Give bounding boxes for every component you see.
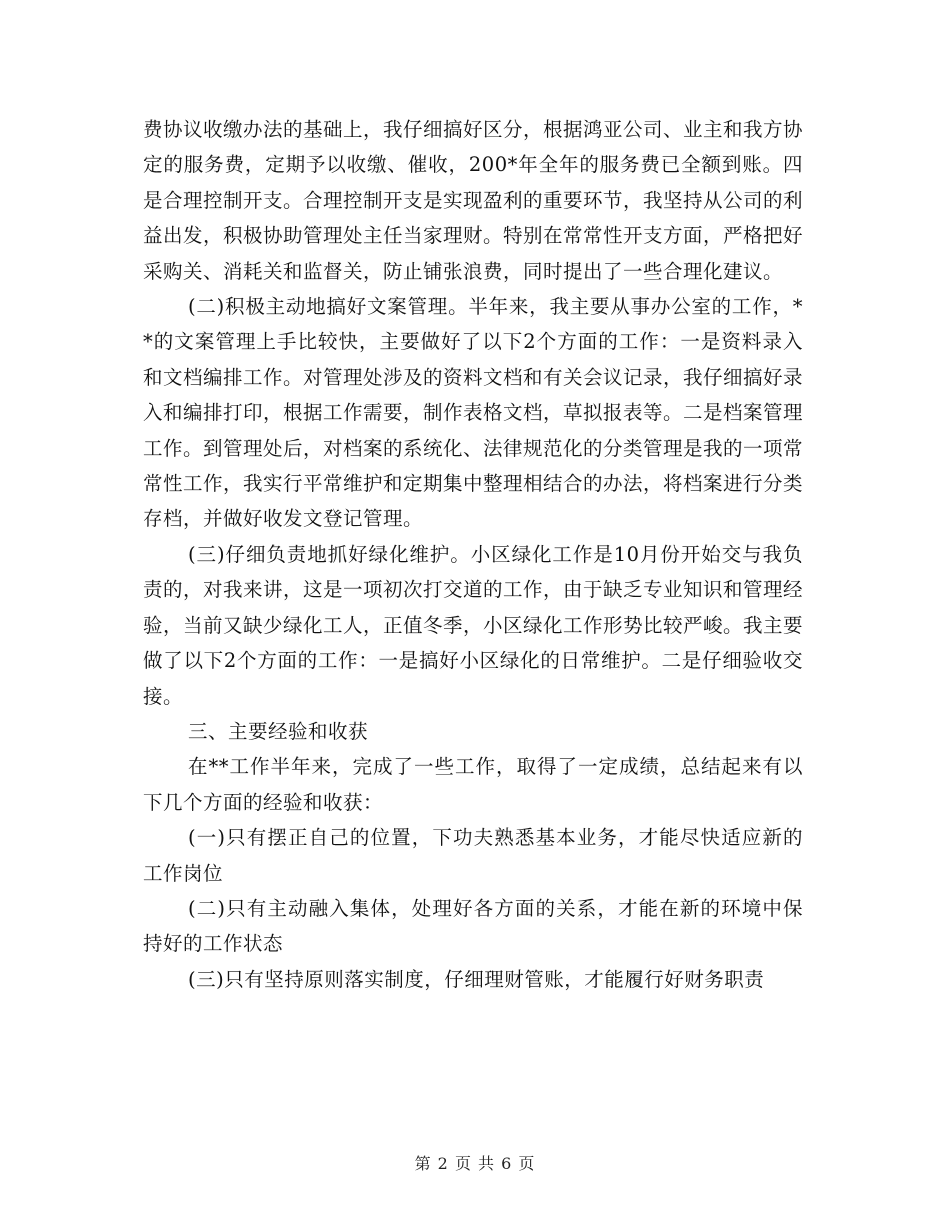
document-body: [143, 112, 803, 997]
paragraph-experience-2: (二)只有主动融入集体，处理好各方面的关系，才能在新的环境中保持好的工作状态: [143, 896, 803, 956]
section-heading-experience: 三、主要经验和收获: [188, 719, 369, 743]
paragraph-experience-3: (三)只有坚持原则落实制度，仔细理财管账，才能履行好财务职责: [188, 967, 765, 991]
page-footer: [0, 1153, 950, 1175]
paragraph-section-3: (三)仔细负责地抓好绿化维护。小区绿化工作是10月份开始交与我负责的，对我来讲，这是一项初次打交道的工作，由于缺乏专业知识和管理经验，当前又缺少绿化工人，正值冬季，小区绿化工作形势比较严峻。我主要做了以下2个方面的工作：一是搞好小区绿化的日常维护。二是仔细验收交接。: [143, 542, 804, 708]
page-number-label: 第 2 页 共 6 页: [414, 1154, 536, 1173]
paragraph-continuation: 费协议收缴办法的基础上，我仔细搞好区分，根据鸿亚公司、业主和我方协定的服务费，定期予以收缴、催收，200*年全年的服务费已全额到账。四是合理控制开支。合理控制开支是实现盈利的重要环节，我坚持从公司的利益出发，积极协助管理处主任当家理财。特别在常常性开支方面，严格把好采购关、消耗关和监督关，防止铺张浪费，同时提出了一些合理化建议。: [143, 118, 804, 283]
paragraph-section-2: (二)积极主动地搞好文案管理。半年来，我主要从事办公室的工作，**的文案管理上手比较快，主要做好了以下2个方面的工作：一是资料录入和文档编排工作。对管理处涉及的资料文档和有关会议记录，我仔细搞好录入和编排打印，根据工作需要，制作表格文档，草拟报表等。二是档案管理工作。到管理处后，对档案的系统化、法律规范化的分类管理是我的一项常常性工作，我实行平常维护和定期集中整理相结合的办法，将档案进行分类存档，并做好收发文登记管理。: [143, 295, 804, 531]
paragraph-experience-1: (一)只有摆正自己的位置，下功夫熟悉基本业务，才能尽快适应新的工作岗位: [143, 826, 803, 885]
paragraph-experience-intro: 在**工作半年来，完成了一些工作，取得了一定成绩，总结起来有以下几个方面的经验和收获：: [143, 755, 803, 814]
